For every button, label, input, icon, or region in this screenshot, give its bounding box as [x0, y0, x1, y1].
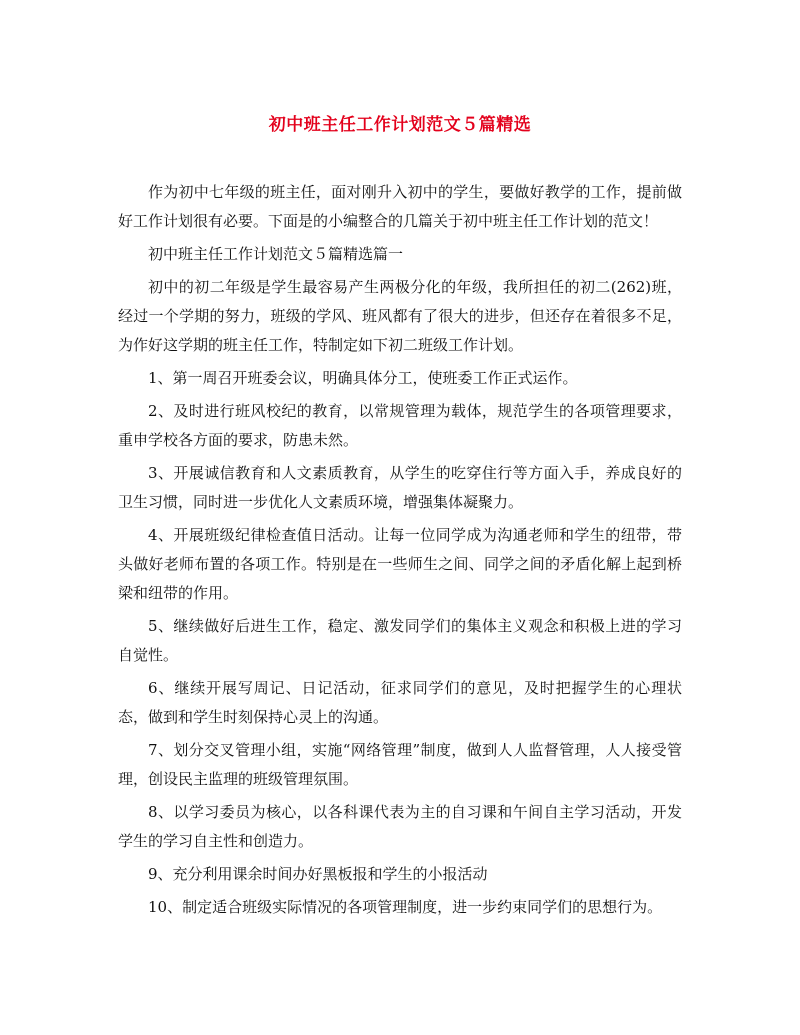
plan-item-8: 8、以学习委员为核心，以各科课代表为主的自习课和午间自主学习活动，开发学生的学习自主性和创造力。: [118, 803, 682, 850]
plan-item-2: 2、及时进行班风校纪的教育，以常规管理为载体，规范学生的各项管理要求，重申学校各方面的要求，防患未然。: [118, 402, 682, 449]
document-title: 初中班主任工作计划范文５篇精选: [268, 115, 532, 135]
plan-item-4: 4、开展班级纪律检查值日活动。让每一位同学成为沟通老师和学生的纽带，带头做好老师布置的各项工作。特别是在一些师生之间、同学之间的矛盾化解上起到桥梁和纽带的作用。: [118, 526, 682, 602]
section-heading: 初中班主任工作计划范文５篇精选篇一: [148, 245, 404, 263]
plan-item-1: 1、第一周召开班委会议，明确具体分工，使班委工作正式运作。: [148, 369, 578, 387]
plan-item-9: 9、充分利用课余时间办好黑板报和学生的小报活动: [148, 865, 488, 883]
plan-item-3: 3、开展诚信教育和人文素质教育，从学生的吃穿住行等方面入手，养成良好的卫生习惯，同时进一步优化人文素质环境，增强集体凝聚力。: [118, 464, 682, 511]
plan-item-7: 7、划分交叉管理小组，实施“网络管理”制度，做到人人监督管理，人人接受管理，创设民主监理的班级管理氛围。: [118, 741, 682, 788]
plan-item-10: 10、制定适合班级实际情况的各项管理制度，进一步约束同学们的思想行为。: [148, 898, 663, 916]
document-body: [118, 178, 682, 926]
plan-item-6: 6、继续开展写周记、日记活动，征求同学们的意见，及时把握学生的心理状态，做到和学生时刻保持心灵上的沟通。: [118, 679, 682, 726]
paragraph-intro: 作为初中七年级的班主任，面对刚升入初中的学生，要做好教学的工作，提前做好工作计划很有必要。下面是的小编整合的几篇关于初中班主任工作计划的范文！: [118, 183, 682, 230]
plan-item-5: 5、继续做好后进生工作，稳定、激发同学们的集体主义观念和积极上进的学习自觉性。: [118, 617, 682, 664]
paragraph-class-overview: 初中的初二年级是学生最容易产生两极分化的年级，我所担任的初二(262)班，经过一个学期的努力，班级的学风、班风都有了很大的进步，但还存在着很多不足，为作好这学期的班主任工作，特制定如下初二班级工作计划。: [118, 278, 682, 354]
